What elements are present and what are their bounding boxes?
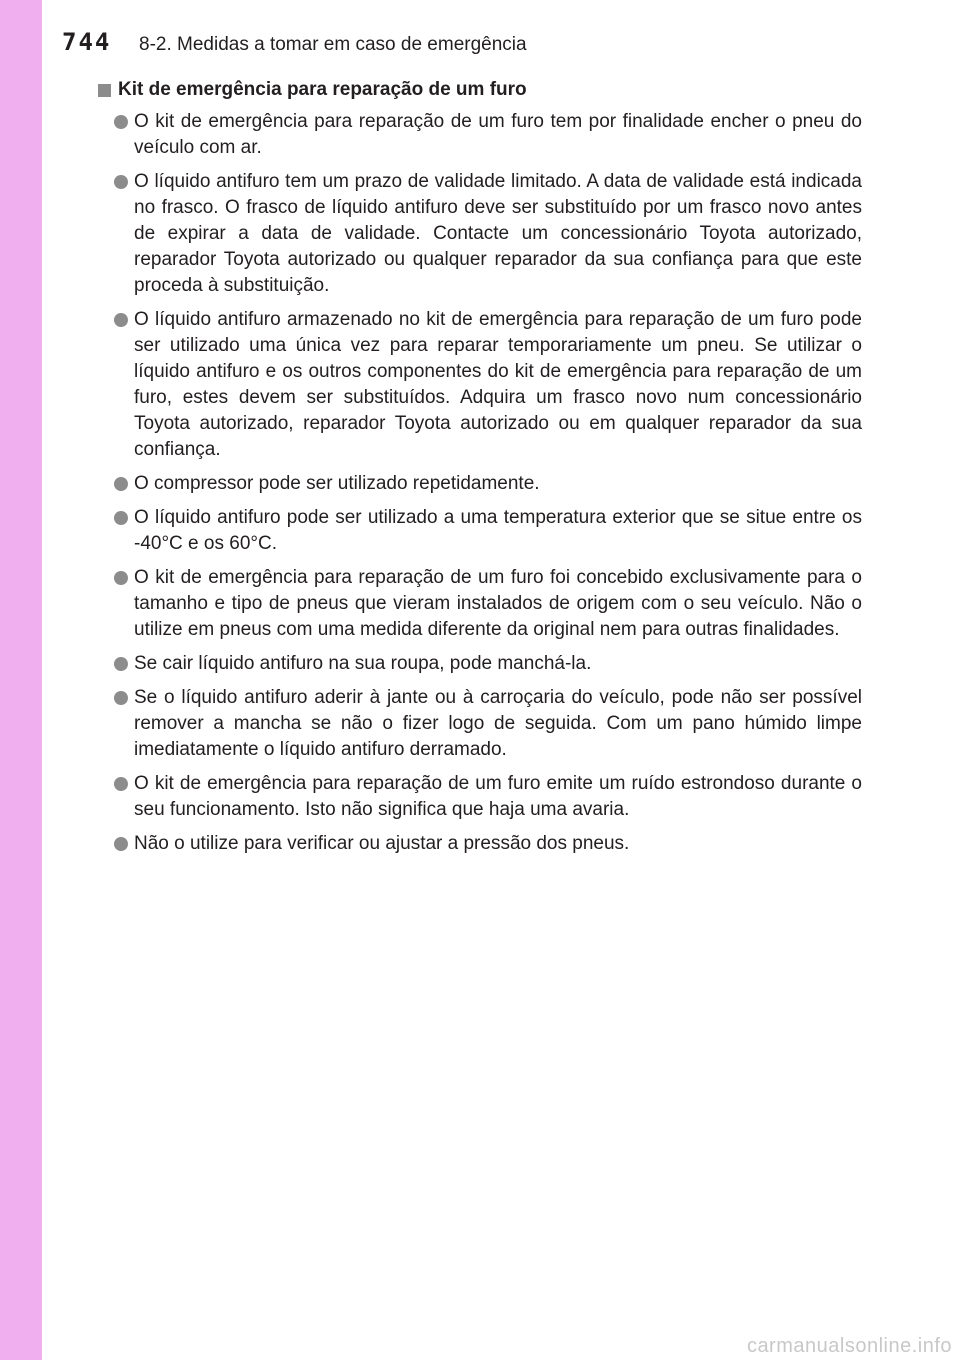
round-bullet-icon bbox=[114, 313, 128, 327]
list-item-text: O líquido antifuro armazenado no kit de emergência para reparação de um furo pode ser utilizado uma única vez para reparar temporariamente um pneu. Se utilizar o líquido antifuro e os outros componentes do kit de emergência para reparação de um furo, estes devem ser substituídos. Adquira um frasco novo num concessionário Toyota autorizado, reparador Toyota autorizado ou em qualquer reparador da sua confiança. bbox=[134, 309, 862, 460]
page-header bbox=[62, 28, 527, 56]
list-item-text: Se o líquido antifuro aderir à jante ou à carroçaria do veículo, pode não ser possível remover a mancha se não o fizer logo de seguida. Com um pano húmido limpe imediatamente o líquido antifuro derramado. bbox=[134, 687, 862, 760]
list-item-text: O líquido antifuro pode ser utilizado a uma temperatura exterior que se situe entre os -40°C e os 60°C. bbox=[134, 507, 862, 554]
round-bullet-icon bbox=[114, 175, 128, 189]
list-item-text: O líquido antifuro tem um prazo de validade limitado. A data de validade está indicada no frasco. O frasco de líquido antifuro deve ser substituído por um frasco novo antes de expirar a data de validade. Contacte um concessionário Toyota autorizado, reparador Toyota autorizado ou qualquer reparador da sua confiança para que este proceda à substituição. bbox=[134, 171, 862, 296]
round-bullet-icon bbox=[114, 657, 128, 671]
list-item bbox=[98, 565, 862, 643]
list-item bbox=[98, 505, 862, 557]
watermark: carmanualsonline.info bbox=[746, 1335, 952, 1357]
round-bullet-icon bbox=[114, 511, 128, 525]
list-item-text: O kit de emergência para reparação de um furo emite um ruído estrondoso durante o seu funcionamento. Isto não significa que haja uma avaria. bbox=[134, 773, 862, 820]
page-content bbox=[98, 77, 862, 865]
list-item bbox=[98, 685, 862, 763]
round-bullet-icon bbox=[114, 777, 128, 791]
list-item bbox=[98, 771, 862, 823]
list-item bbox=[98, 109, 862, 161]
list-item-text: O compressor pode ser utilizado repetidamente. bbox=[134, 473, 540, 494]
round-bullet-icon bbox=[114, 115, 128, 129]
list-item-text: Não o utilize para verificar ou ajustar a pressão dos pneus. bbox=[134, 833, 630, 854]
subsection-heading bbox=[98, 77, 862, 103]
round-bullet-icon bbox=[114, 691, 128, 705]
square-bullet-icon bbox=[98, 84, 111, 97]
list-item-text: O kit de emergência para reparação de um furo tem por finalidade encher o pneu do veículo com ar. bbox=[134, 111, 862, 158]
round-bullet-icon bbox=[114, 477, 128, 491]
list-item bbox=[98, 471, 862, 497]
list-item bbox=[98, 169, 862, 299]
subsection-heading-text: Kit de emergência para reparação de um furo bbox=[118, 79, 527, 100]
round-bullet-icon bbox=[114, 837, 128, 851]
round-bullet-icon bbox=[114, 571, 128, 585]
list-item-text: O kit de emergência para reparação de um furo foi concebido exclusivamente para o tamanho e tipo de pneus que vieram instalados de origem com o seu veículo. Não o utilize em pneus com uma medida diferente da original nem para outras finalidades. bbox=[134, 567, 862, 640]
list-item-text: Se cair líquido antifuro na sua roupa, pode manchá-la. bbox=[134, 653, 592, 674]
bullet-list bbox=[98, 109, 862, 857]
page-number: 744 bbox=[62, 28, 112, 56]
side-tab-strip bbox=[0, 0, 42, 1360]
list-item bbox=[98, 831, 862, 857]
section-title: 8-2. Medidas a tomar em caso de emergência bbox=[139, 34, 527, 55]
list-item bbox=[98, 651, 862, 677]
list-item bbox=[98, 307, 862, 463]
